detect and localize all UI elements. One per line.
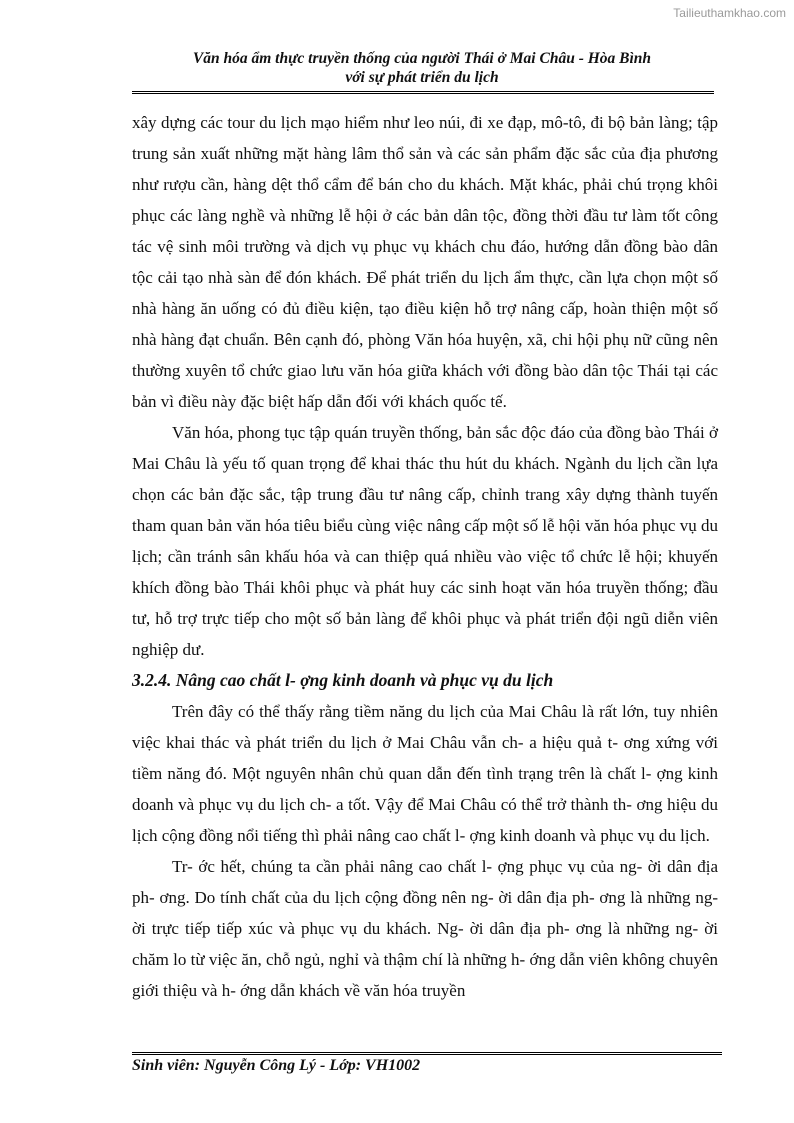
paragraph-3: Trên đây có thể thấy rằng tiềm năng du lịch của Mai Châu là rất lớn, tuy nhiên việc khai thác và phát triển du lịch ở Mai Châu vẫn ch- a hiệu quả t- ơng xứng với tiềm năng đó. Một nguyên nhân chủ quan dẫn đến tình trạng trên là chất l- ợng kinh doanh và phục vụ du lịch ch- a tốt. Vậy để Mai Châu có thể trở thành th- ơng hiệu du lịch cộng đồng nổi tiếng thì phải nâng cao chất l- ợng kinh doanh và phục vụ du lịch. [132,702,718,845]
paragraph-1: xây dựng các tour du lịch mạo hiểm như leo núi, đi xe đạp, mô-tô, đi bộ bản làng; tập trung sản xuất những mặt hàng lâm thổ sản và các sản phẩm đặc sắc của địa phương như rượu cần, hàng dệt thổ cẩm để bán cho du khách. Mặt khác, phải chú trọng khôi phục các làng nghề và những lễ hội ở các bản dân tộc, đồng thời đầu tư làm tốt công tác vệ sinh môi trường và dịch vụ phục vụ khách chu đáo, hướng dẫn đồng bào dân tộc cải tạo nhà sàn để đón khách. Để phát triển du lịch ẩm thực, cần lựa chọn một số nhà hàng ăn uống có đủ điều kiện, tạo điều kiện hỗ trợ nâng cấp, hoàn thiện một số nhà hàng đạt chuẩn. Bên cạnh đó, phòng Văn hóa huyện, xã, chi hội phụ nữ cũng nên thường xuyên tổ chức giao lưu văn hóa giữa khách với đồng bào dân tộc Thái tại các bản vì điều này đặc biệt hấp dẫn đối với khách quốc tế. [132,113,718,411]
page-footer: Sinh viên: Nguyễn Công Lý - Lớp: VH1002 [132,1057,421,1074]
footer-divider [132,1052,722,1055]
header-divider [132,91,714,94]
paragraph-2: Văn hóa, phong tục tập quán truyền thống, bản sắc độc đáo của đồng bào Thái ở Mai Châu là yếu tố quan trọng để khai thác thu hút du khách. Ngành du lịch cần lựa chọn các bản đặc sắc, tập trung đầu tư nâng cấp, chỉnh trang xây dựng thành tuyến tham quan bản văn hóa tiêu biểu cùng việc nâng cấp một số lễ hội văn hóa phục vụ du lịch; cần tránh sân khấu hóa và can thiệp quá nhiều vào việc tổ chức lễ hội; khuyến khích đồng bào Thái khôi phục và phát huy các sinh hoạt văn hóa truyền thống; đầu tư, hỗ trợ trực tiếp cho một số bản làng để khôi phục và phát triển đội ngũ diễn viên nghiệp dư. [132,423,718,659]
section-heading: 3.2.4. Nâng cao chất l- ợng kinh doanh và phục vụ du lịch [132,670,554,690]
document-body [132,107,718,1006]
page-header [132,49,712,87]
header-title-line1: Văn hóa ẩm thực truyền thống của người Thái ở Mai Châu - Hòa Bình [192,50,652,67]
paragraph-4: Tr- ớc hết, chúng ta cần phải nâng cao chất l- ợng phục vụ của ng- ời dân địa ph- ơng. Do tính chất của du lịch cộng đồng nên ng- ời dân địa ph- ơng là những ng- ời trực tiếp tiếp xúc và phục vụ du khách. Ng- ời dân địa ph- ơng là những ng- ời chăm lo từ việc ăn, chỗ ngủ, nghỉ và thậm chí là những h- ớng dẫn viên không chuyên giới thiệu và h- ớng dẫn khách về văn hóa truyền [132,857,718,1000]
header-title-line2: với sự phát triển du lịch [345,69,499,86]
watermark: Tailieuthamkhao.com [673,6,786,20]
